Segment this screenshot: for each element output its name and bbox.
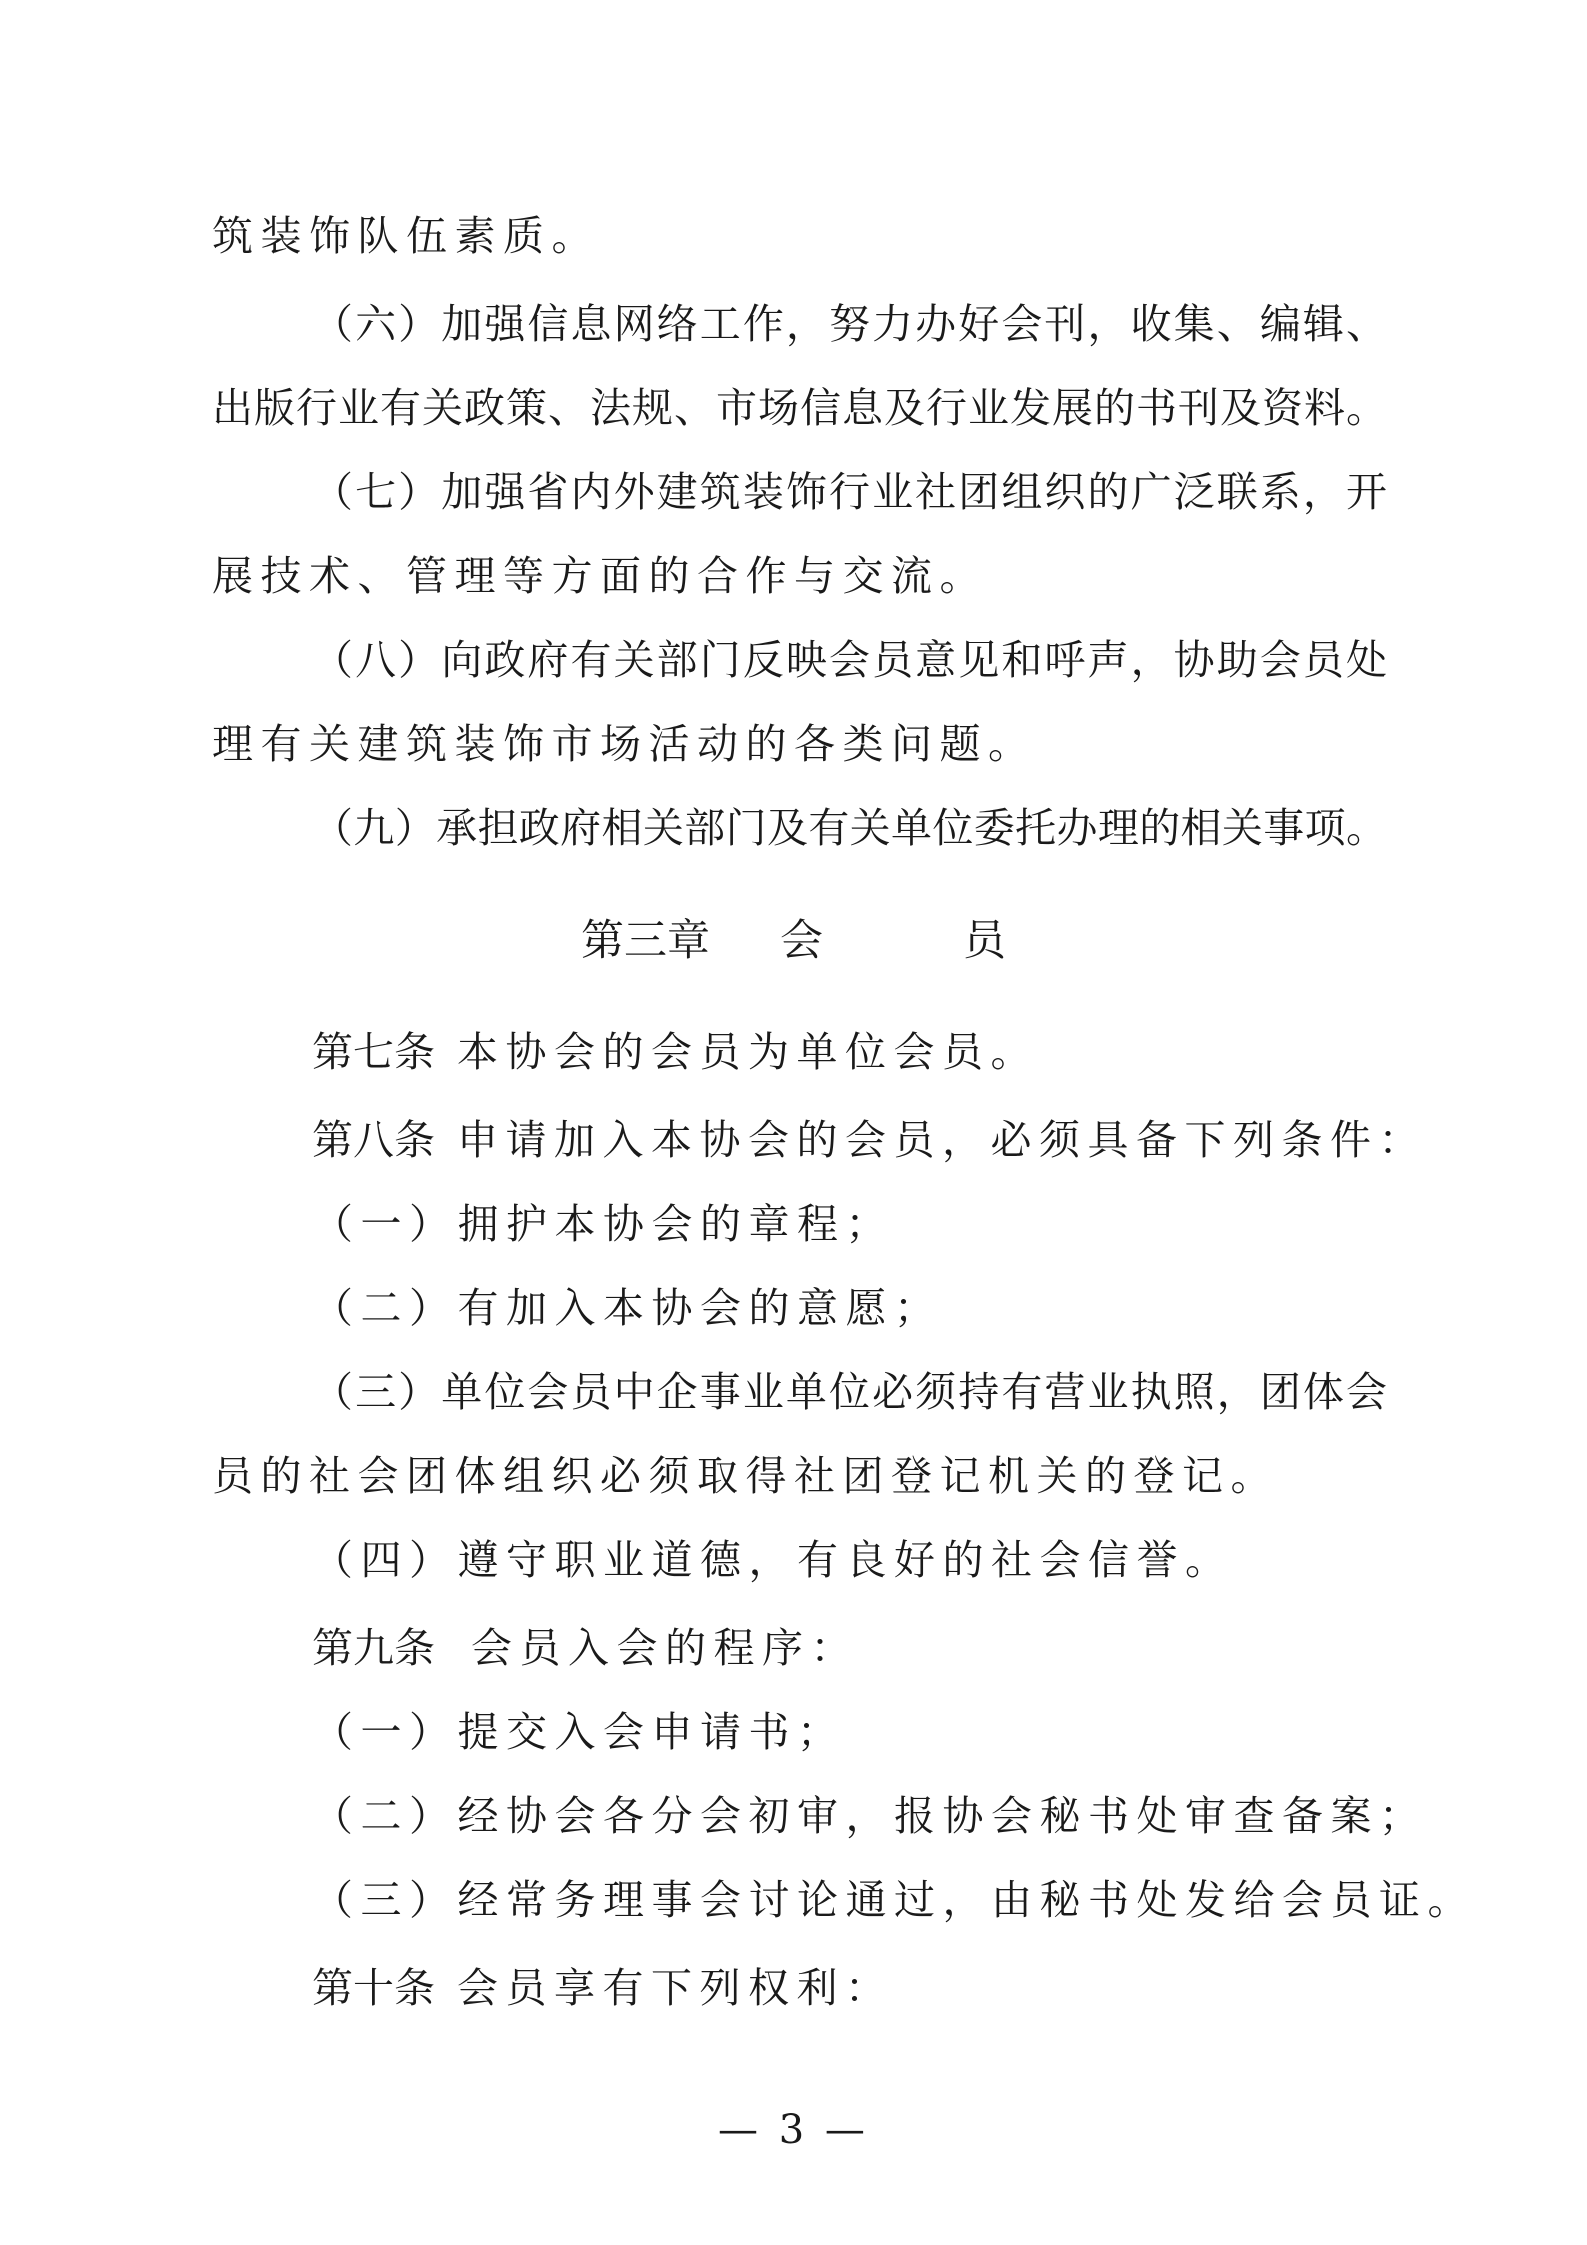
list-item: （一）拥护本协会的章程； [312,1200,894,1248]
chapter-title-char: 会 [780,916,823,966]
chapter-title-number: 第三章 [581,916,710,966]
article-text: 会员享有下列权利： [457,1964,894,2012]
list-item: （三）单位会员中企事业单位必须持有营业执照，团体会 [312,1368,1387,1416]
list-item: （二）经协会各分会初审，报协会秘书处审查备案； [312,1792,1428,1840]
body-line: 展技术、管理等方面的合作与交流。 [212,552,988,600]
article-10 [312,1960,1387,2016]
body-line: 理有关建筑装饰市场活动的各类问题。 [212,720,1037,768]
body-line: （七）加强省内外建筑装饰行业社团组织的广泛联系，开 [312,468,1387,516]
body-line: （九）承担政府相关部门及有关单位委托办理的相关事项。 [312,804,1387,852]
article-label: 第八条 [312,1116,435,1164]
list-item: （四）遵守职业道德，有良好的社会信誉。 [312,1536,1234,1584]
article-text: 申请加入本协会的会员，必须具备下列条件： [457,1116,1427,1164]
list-item: （一）提交入会申请书； [312,1708,846,1756]
body-line: （八）向政府有关部门反映会员意见和呼声，协助会员处 [312,636,1387,684]
list-item: （三）经常务理事会讨论通过，由秘书处发给会员证。 [312,1876,1476,1924]
article-text: 会员入会的程序： [471,1624,859,1672]
body-line: 出版行业有关政策、法规、市场信息及行业发展的书刊及资料。 [212,384,1387,432]
page-number: — 3 — [718,2107,869,2153]
body-line: 筑装饰队伍素质。 [212,212,600,260]
article-label: 第十条 [312,1964,435,2012]
chapter-title-char: 员 [963,916,1006,966]
article-label: 第九条 [312,1624,435,1672]
article-7 [312,1024,1387,1080]
body-line: （六）加强信息网络工作，努力办好会刊，收集、编辑、 [312,300,1387,348]
list-item: （二）有加入本协会的意愿； [312,1284,943,1332]
article-text: 本协会的会员为单位会员。 [457,1028,1039,1076]
article-label: 第七条 [312,1028,435,1076]
chapter-heading [0,913,1587,969]
article-9 [312,1620,1387,1676]
list-item-continued: 员的社会团体组织必须取得社团登记机关的登记。 [212,1452,1279,1500]
article-8 [312,1112,1427,1168]
